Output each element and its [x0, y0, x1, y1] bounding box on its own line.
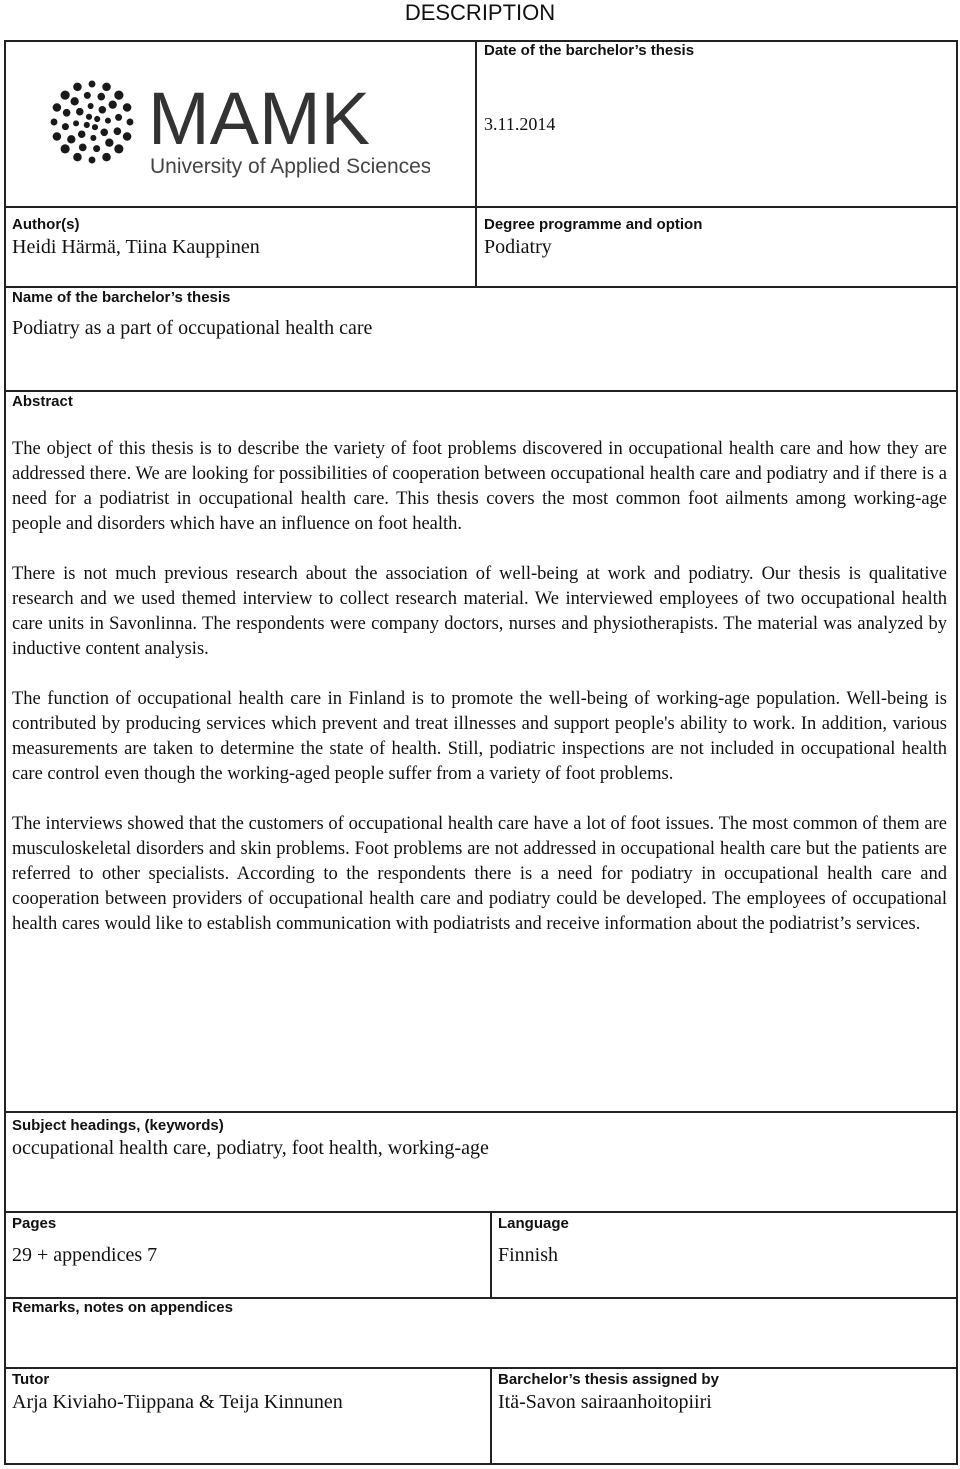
pages-value: 29 + appendices 7 [12, 1244, 158, 1266]
page-title: DESCRIPTION [404, 0, 556, 25]
logo-dot [102, 153, 111, 162]
logo-dot [76, 108, 84, 116]
logo-dot [84, 92, 91, 99]
mamk-logo [50, 70, 430, 185]
logo-dot [127, 119, 134, 126]
assigned-by-value: Itä-Savon sairaanhoitopiiri [498, 1391, 712, 1413]
logo-dot [88, 103, 94, 109]
logo-dot [105, 118, 111, 124]
language-label: Language [498, 1215, 569, 1232]
abstract-paragraph-3: The function of occupational health care in Finland is to promote the well-being of working-age population. Well-being is contributed by producing services which prevent and treat illnesses and support people's ability to work. In addition, various measurements are taken to determine the state of health. Still, podiatric inspections are not included in occupational health care control even though the working-aged people suffer from a variety of foot problems. [12, 689, 947, 784]
thesis-name-value: Podiatry as a part of occupational health care [12, 317, 373, 339]
abstract-text [12, 437, 947, 962]
mamk-dots-icon [50, 70, 430, 180]
logo-dot [73, 120, 79, 126]
logo-dot [123, 103, 132, 112]
logo-dot [62, 123, 69, 130]
logo-dot [86, 114, 92, 120]
logo-dot [53, 103, 62, 112]
keywords-label: Subject headings, (keywords) [12, 1117, 224, 1134]
date-value: 3.11.2014 [484, 114, 556, 134]
logo-dot [102, 83, 111, 92]
logo-dot [61, 144, 70, 153]
logo-dot [89, 81, 96, 88]
logo-tagline: University of Applied Sciences [150, 155, 430, 178]
remarks-label: Remarks, notes on appendices [12, 1299, 233, 1316]
logo-dot [94, 116, 100, 122]
logo-dot [53, 132, 62, 141]
logo-dot [79, 144, 87, 152]
abstract-paragraph-4: The interviews showed that the customers of occupational health care have a lot of foot issues. The most common of them are musculoskeletal disorders and skin problems. Foot problems are not addressed in occupational health care but the patients are referred to other specialists. According to the respondents there is a need for podiatry in occupational health care and cooperation between providers of occupational health care and podiatry could be developed. The employees of occupational health cares would like to establish communication with podiatrists and receive information about the podiatrist’s services. [12, 814, 947, 934]
abstract-paragraph-1: The object of this thesis is to describe the variety of foot problems discovered in occupational health care and how they are addressed there. We are looking for possibilities of cooperation between occupational health care and podiatry and if there is a need for a podiatrist in occupational health care. This thesis covers the most common foot ailments among working-age people and disorders which have an influence on foot health. [12, 439, 947, 534]
tutor-label: Tutor [12, 1371, 50, 1388]
logo-dot [123, 132, 132, 141]
logo-dot [92, 124, 98, 130]
logo-wordmark: MAMK [148, 77, 370, 160]
logo-dot [63, 109, 71, 117]
logo-dot [70, 97, 78, 105]
authors-value: Heidi Härmä, Tiina Kauppinen [12, 236, 260, 258]
language-value: Finnish [498, 1244, 559, 1266]
logo-dot [114, 91, 123, 100]
logo-dot [114, 127, 122, 135]
pages-label: Pages [12, 1215, 57, 1232]
logo-dot [93, 145, 100, 152]
logo-dot [51, 119, 58, 126]
abstract-paragraph-2: There is not much previous research about the association of well-being at work and podiatry. Our thesis is qualitative research and we used themed interview to collect research material. We interviewed employees of two occupational health care units in Savonlinna. The respondents were company doctors, nurses and physiotherapists. The material was analyzed by inductive content analysis. [12, 564, 947, 659]
thesis-name-label: Name of the barchelor’s thesis [12, 289, 231, 306]
tutor-cell [4, 1367, 492, 1465]
logo-dot [67, 135, 75, 143]
keywords-value: occupational health care, podiatry, foot health, working-age [12, 1137, 489, 1159]
date-label: Date of the barchelor’s thesis [484, 42, 695, 59]
logo-dot [84, 122, 90, 128]
logo-dot [61, 91, 70, 100]
logo-dot [90, 135, 96, 141]
logo-dot [99, 106, 107, 114]
degree-label: Degree programme and option [484, 216, 703, 233]
logo-dot [89, 157, 96, 164]
logo-dot [97, 93, 105, 101]
logo-dot [73, 153, 82, 162]
tutor-value: Arja Kiviaho-Tiippana & Teija Kinnunen [12, 1391, 343, 1413]
abstract-label: Abstract [12, 393, 73, 410]
logo-dot [78, 130, 86, 138]
assigned-by-label: Barchelor’s thesis assigned by [498, 1371, 719, 1388]
degree-value: Podiatry [484, 236, 552, 258]
logo-dot [100, 129, 108, 137]
logo-dot [73, 83, 82, 92]
authors-label: Author(s) [12, 216, 80, 233]
logo-dot [105, 139, 113, 147]
logo-dot [114, 144, 123, 153]
logo-dot [109, 100, 117, 108]
logo-dot [115, 114, 122, 121]
